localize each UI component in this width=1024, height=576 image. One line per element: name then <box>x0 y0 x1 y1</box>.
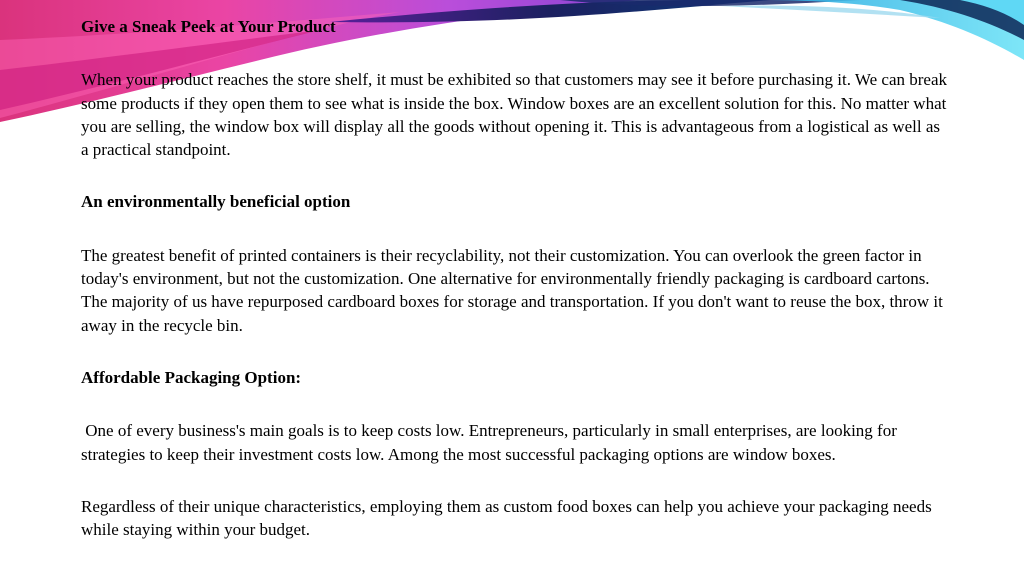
section-heading-environment: An environmentally beneficial option <box>81 192 351 212</box>
document-body <box>81 15 951 541</box>
closing-paragraph: Regardless of their unique characteristics, employing them as custom food boxes can help you achieve your packaging needs while staying within your budget. <box>81 496 932 540</box>
section-heading-sneak-peek: Give a Sneak Peek at Your Product <box>81 17 336 36</box>
section-paragraph-sneak-peek: When your product reaches the store shelf, it must be exhibited so that customers may see it before purchasing it. We can break some products if they open them to see what is inside the box. Window boxes are an excellent solution for this. No matter what you are selling, the window box will display all the goods without opening it. This is advantageous from a logistical as well as a practical standpoint. <box>81 70 947 160</box>
section-heading-affordable: Affordable Packaging Option: <box>81 367 302 387</box>
section-paragraph-environment: The greatest benefit of printed containers is their recyclability, not their customization. You can overlook the green factor in today's environment, but not the customization. One alternative for environmentally friendly packaging is cardboard cartons. The majority of us have repurposed cardboard boxes for storage and transportation. If you don't want to reuse the box, throw it away in the recycle bin. <box>81 245 943 335</box>
section-paragraph-affordable: One of every business's main goals is to keep costs low. Entrepreneurs, particularly in small enterprises, are looking for strategies to keep their investment costs low. Among the most successful packaging options are window boxes. <box>81 421 902 464</box>
